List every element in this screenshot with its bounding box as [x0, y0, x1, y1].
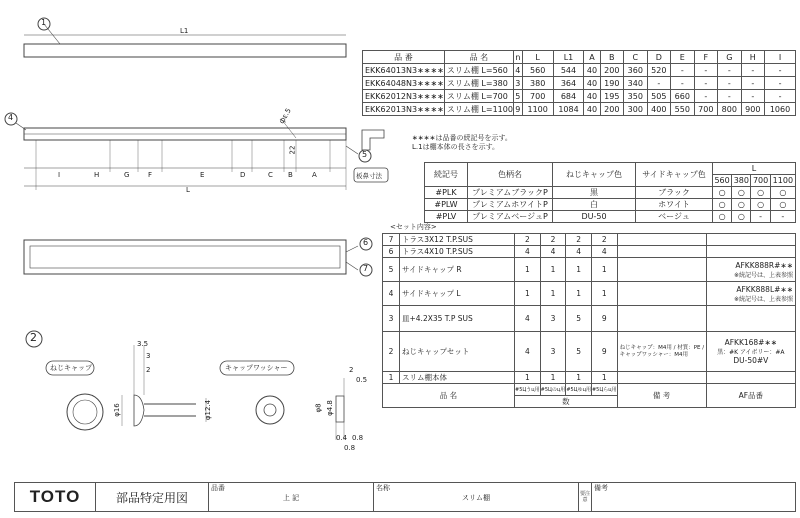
title-block [14, 482, 796, 512]
set-table-footer [383, 384, 796, 396]
cell: - [694, 64, 718, 77]
header-cell: ねじキャップ色 [553, 163, 636, 187]
part-no: 5 [383, 258, 400, 282]
table-row [363, 77, 796, 90]
cell: - [765, 90, 796, 103]
part-note [617, 282, 706, 306]
header-cell: H [741, 51, 765, 64]
code-text-2: DU-50#V [733, 356, 769, 365]
part-code [706, 282, 795, 306]
code-text: AFKK888R#∗∗ [735, 260, 793, 270]
cell: - [694, 77, 718, 90]
balloon-5-text: 5 [362, 150, 368, 159]
cell: スリム棚 L=380 [444, 77, 513, 90]
balloon-7-text: 7 [363, 264, 369, 273]
table-row [383, 332, 796, 372]
part-code [706, 246, 795, 258]
dim-22-label: 22 [288, 145, 297, 155]
cell: ベージュ [636, 211, 713, 223]
part-note [617, 372, 706, 384]
doc-type: 部品特定用図 [96, 483, 209, 512]
qty: 1 [566, 372, 592, 384]
washer-dim-04: 0.4 [336, 434, 348, 442]
cell: 700 [522, 90, 553, 103]
dim-55-label: фε.5 [277, 106, 293, 126]
cell: 340 [624, 77, 648, 90]
cell: - [765, 77, 796, 90]
table-row [383, 372, 796, 384]
part-name: 皿+4.2X35 T.P SUS [400, 306, 515, 332]
cell: #PLW [425, 199, 468, 211]
footer-col: #5Цらц用 [591, 384, 617, 396]
cell: EKK64048N3∗∗∗∗ [363, 77, 445, 90]
header-cell: E [671, 51, 695, 64]
cell: 1100 [522, 103, 553, 116]
cell: - [765, 64, 796, 77]
name-label: 名称 [376, 484, 390, 492]
footer-qty: 数 [515, 396, 618, 408]
qty: 9 [591, 332, 617, 372]
cell: スリム棚 L=1100 [444, 103, 513, 116]
cell: 380 [522, 77, 553, 90]
cell: ○ [713, 187, 732, 199]
set-table-caption: <セット内容> [390, 223, 437, 231]
part-no: 3 [383, 306, 400, 332]
rack-dim-g: G [124, 171, 130, 179]
header-cell: L [713, 163, 796, 175]
qty: 4 [515, 332, 541, 372]
cell: 364 [553, 77, 584, 90]
cell: ○ [732, 187, 751, 199]
hinban-value: 上 記 [282, 494, 300, 502]
qty: 9 [591, 306, 617, 332]
cell: - [694, 90, 718, 103]
qty: 1 [540, 372, 566, 384]
washer-dim-08a: 0.8 [352, 434, 364, 442]
rack-tag-label: 板鼻寸法 [356, 172, 382, 180]
qty: 4 [515, 306, 541, 332]
header-cell: 品 番 [363, 51, 445, 64]
header-cell: L [522, 51, 553, 64]
cell: ○ [751, 187, 770, 199]
cell: 544 [553, 64, 584, 77]
footer-col: #5Цうц用 [515, 384, 541, 396]
washer-dim-48: φ4.8 [325, 400, 334, 416]
qty: 1 [515, 282, 541, 306]
qty: 3 [540, 332, 566, 372]
washer-dim-05: 0.5 [356, 376, 368, 384]
code-note: 黒：#K アイボリー：#A [717, 349, 785, 356]
part-code [706, 258, 795, 282]
qty: 4 [591, 246, 617, 258]
cell: 350 [624, 90, 648, 103]
cap-dim-124: φ12.4 [204, 399, 213, 421]
rack-dim-c: C [268, 171, 273, 179]
part-name: サイドキャップ R [400, 258, 515, 282]
footer-note: 備 考 [617, 384, 706, 408]
part-no: 7 [383, 234, 400, 246]
part-code [706, 234, 795, 246]
header-cell: 色柄名 [468, 163, 553, 187]
cell: 700 [694, 103, 718, 116]
header-cell: 品 名 [444, 51, 513, 64]
footer-col: #5Цのц用 [540, 384, 566, 396]
qty: 4 [540, 246, 566, 258]
cell: 1084 [553, 103, 584, 116]
cell: ○ [770, 187, 795, 199]
balloon-6-text: 6 [363, 238, 369, 247]
header-cell: G [718, 51, 742, 64]
header-cell: B [600, 51, 624, 64]
cell: 白 [553, 199, 636, 211]
cell: プレミアムホワイトP [468, 199, 553, 211]
cell: #PLV [425, 211, 468, 223]
cell: 360 [624, 64, 648, 77]
qty: 1 [566, 258, 592, 282]
balloon-4-text: 4 [8, 113, 14, 122]
cell: 40 [584, 64, 600, 77]
set-table [382, 233, 796, 408]
header-cell: 続記号 [425, 163, 468, 187]
spec-note-2: L.1は棚本体の長さを示す。 [412, 143, 500, 151]
washer-dim-08b: 0.8 [344, 444, 356, 452]
part-note: ねじキャップ：M4用 / 材質：PE / キャップワッシャー：M4用 [617, 332, 706, 372]
cell: 660 [671, 90, 695, 103]
spec-note-1: ∗∗∗∗は品番の続記号を示す。 [412, 134, 512, 142]
spec-table [362, 50, 796, 116]
cell: 200 [600, 103, 624, 116]
cell: EKK62013N3∗∗∗∗ [363, 103, 445, 116]
part-note [617, 306, 706, 332]
cell: 800 [718, 103, 742, 116]
rack-dim-d: D [240, 171, 246, 179]
cell: - [741, 90, 765, 103]
cell: スリム棚 L=700 [444, 90, 513, 103]
header-cell: サイドキャップ色 [636, 163, 713, 187]
cell: ○ [713, 199, 732, 211]
part-name: サイドキャップ L [400, 282, 515, 306]
code-note: ※続記号は、上表参照 [733, 271, 793, 279]
cell: - [741, 77, 765, 90]
qty: 4 [566, 246, 592, 258]
name-cell [374, 483, 579, 512]
cell: 505 [647, 90, 671, 103]
part-note [617, 234, 706, 246]
shelf-top-view [24, 44, 346, 57]
cell: スリム棚 L=560 [444, 64, 513, 77]
qty: 2 [566, 234, 592, 246]
cell: - [671, 77, 695, 90]
cell: - [770, 211, 795, 223]
qty: 5 [566, 332, 592, 372]
size-cell: 1100 [770, 175, 795, 187]
shelf-bottom-view [24, 240, 346, 274]
l1-dim-label: L1 [180, 27, 189, 35]
table-row [383, 306, 796, 332]
cell: 5 [515, 91, 521, 101]
washer-side [336, 396, 344, 422]
name-value: スリム棚 [462, 494, 490, 502]
code-text: AFKK888L#∗∗ [736, 284, 793, 294]
table-row [363, 103, 796, 116]
table-row [425, 199, 796, 211]
cell: ○ [732, 199, 751, 211]
cell: 40 [584, 90, 600, 103]
cell: 560 [522, 64, 553, 77]
washer-dim-8: φ8 [314, 403, 323, 413]
cell: 40 [584, 103, 600, 116]
header-cell: A [584, 51, 600, 64]
color-table [424, 162, 796, 223]
table-row [425, 187, 796, 199]
qty: 3 [540, 306, 566, 332]
header-cell: D [647, 51, 671, 64]
balloon-1-text: 1 [41, 18, 47, 27]
table-row [383, 234, 796, 246]
part-name: トラス4X10 T.P.SUS [400, 246, 515, 258]
toto-logo: TOTO [15, 483, 96, 512]
part-no: 2 [383, 332, 400, 372]
rack-dim-a: A [312, 171, 317, 179]
code-text: AFKK168#∗∗ [724, 338, 778, 347]
cell: - [718, 90, 742, 103]
qty: 1 [591, 258, 617, 282]
washer-dim-2: 2 [349, 366, 354, 374]
cap-dim-2: 2 [146, 366, 151, 374]
cell: EKK64013N3∗∗∗∗ [363, 64, 445, 77]
cell: DU-50 [553, 211, 636, 223]
cell: - [671, 64, 695, 77]
washer-front [256, 396, 284, 424]
cell: 9 [515, 104, 521, 114]
cell: - [718, 77, 742, 90]
cell: ○ [732, 211, 751, 223]
part-name: スリム棚本体 [400, 372, 515, 384]
cell: ○ [770, 199, 795, 211]
header-cell: n [515, 52, 521, 62]
qty: 4 [515, 246, 541, 258]
cell: - [647, 77, 671, 90]
part-note [617, 246, 706, 258]
cell: 190 [600, 77, 624, 90]
qty: 1 [515, 372, 541, 384]
header-cell: L1 [553, 51, 584, 64]
cell: 200 [600, 64, 624, 77]
footer-code: AF品番 [706, 384, 795, 408]
part-code [706, 332, 795, 372]
cell: 黒 [553, 187, 636, 199]
cell: 550 [671, 103, 695, 116]
table-row [383, 282, 796, 306]
l-dim-label: L [186, 186, 190, 194]
cell: プレミアムブラックP [468, 187, 553, 199]
part-name: ねじキャップセット [400, 332, 515, 372]
cell: 1060 [765, 103, 796, 116]
cell: ブラック [636, 187, 713, 199]
cell: 4 [515, 65, 521, 75]
remarks-cell: 備考 [592, 483, 796, 512]
screw-cap-side [134, 395, 144, 426]
part-note [617, 258, 706, 282]
cell: - [751, 211, 770, 223]
cap-label: ねじキャップ [50, 364, 92, 372]
qty: 2 [591, 234, 617, 246]
hinban-label: 品番 [211, 484, 225, 492]
header-cell: F [694, 51, 718, 64]
cell: 400 [647, 103, 671, 116]
cell: EKK62012N3∗∗∗∗ [363, 90, 445, 103]
footer-col: #5Цゆц用 [566, 384, 592, 396]
qty: 1 [540, 258, 566, 282]
code-note: ※続記号は、上表参照 [733, 295, 793, 303]
qty: 1 [591, 372, 617, 384]
cap-dim-35: 3.5 [137, 340, 149, 348]
cell: プレミアムベージュP [468, 211, 553, 223]
cell: - [718, 64, 742, 77]
cell: 195 [600, 90, 624, 103]
part-no: 4 [383, 282, 400, 306]
cap-dim-3: 3 [146, 352, 151, 360]
table-row [363, 64, 796, 77]
rack-dim-e: E [200, 171, 205, 179]
spec-table-header [363, 51, 796, 64]
cell: ○ [713, 211, 732, 223]
footer-name: 品 名 [383, 384, 515, 408]
mark-cell: 要注意 [579, 483, 592, 512]
cell: 300 [624, 103, 648, 116]
header-cell: I [765, 51, 796, 64]
cell: #PLK [425, 187, 468, 199]
cell: 520 [647, 64, 671, 77]
qty: 2 [540, 234, 566, 246]
qty: 1 [591, 282, 617, 306]
cell: 900 [741, 103, 765, 116]
table-row [383, 246, 796, 258]
part-code [706, 306, 795, 332]
washer-label: キャップワッシャー [225, 364, 288, 372]
cap-dim-16: φ16 [112, 403, 121, 417]
qty: 1 [540, 282, 566, 306]
cell: - [741, 64, 765, 77]
rack-dim-f: F [148, 171, 153, 179]
color-table-header [425, 163, 796, 175]
size-cell: 380 [733, 176, 749, 185]
side-cap-detail [362, 130, 384, 150]
part-no: 6 [383, 246, 400, 258]
cell: 684 [553, 90, 584, 103]
table-row [425, 211, 796, 223]
cell: ホワイト [636, 199, 713, 211]
screw-cap-front [67, 394, 103, 430]
qty: 1 [515, 258, 541, 282]
cell: 3 [515, 78, 521, 88]
qty: 1 [566, 282, 592, 306]
part-name: トラス3X12 T.P.SUS [400, 234, 515, 246]
cell: ○ [751, 199, 770, 211]
qty: 5 [566, 306, 592, 332]
part-no: 1 [383, 372, 400, 384]
rack-dim-i: I [58, 171, 61, 179]
hinban-cell [209, 483, 374, 512]
balloon-2-text: 2 [30, 331, 37, 344]
table-row [363, 90, 796, 103]
size-cell: 700 [752, 176, 769, 185]
table-row [383, 258, 796, 282]
header-cell: C [624, 51, 648, 64]
rack-dim-b: B [288, 171, 293, 179]
rack-dim-h: H [94, 171, 100, 179]
cell: 40 [584, 77, 600, 90]
qty: 2 [515, 234, 541, 246]
part-code [706, 372, 795, 384]
size-cell: 560 [714, 176, 730, 185]
